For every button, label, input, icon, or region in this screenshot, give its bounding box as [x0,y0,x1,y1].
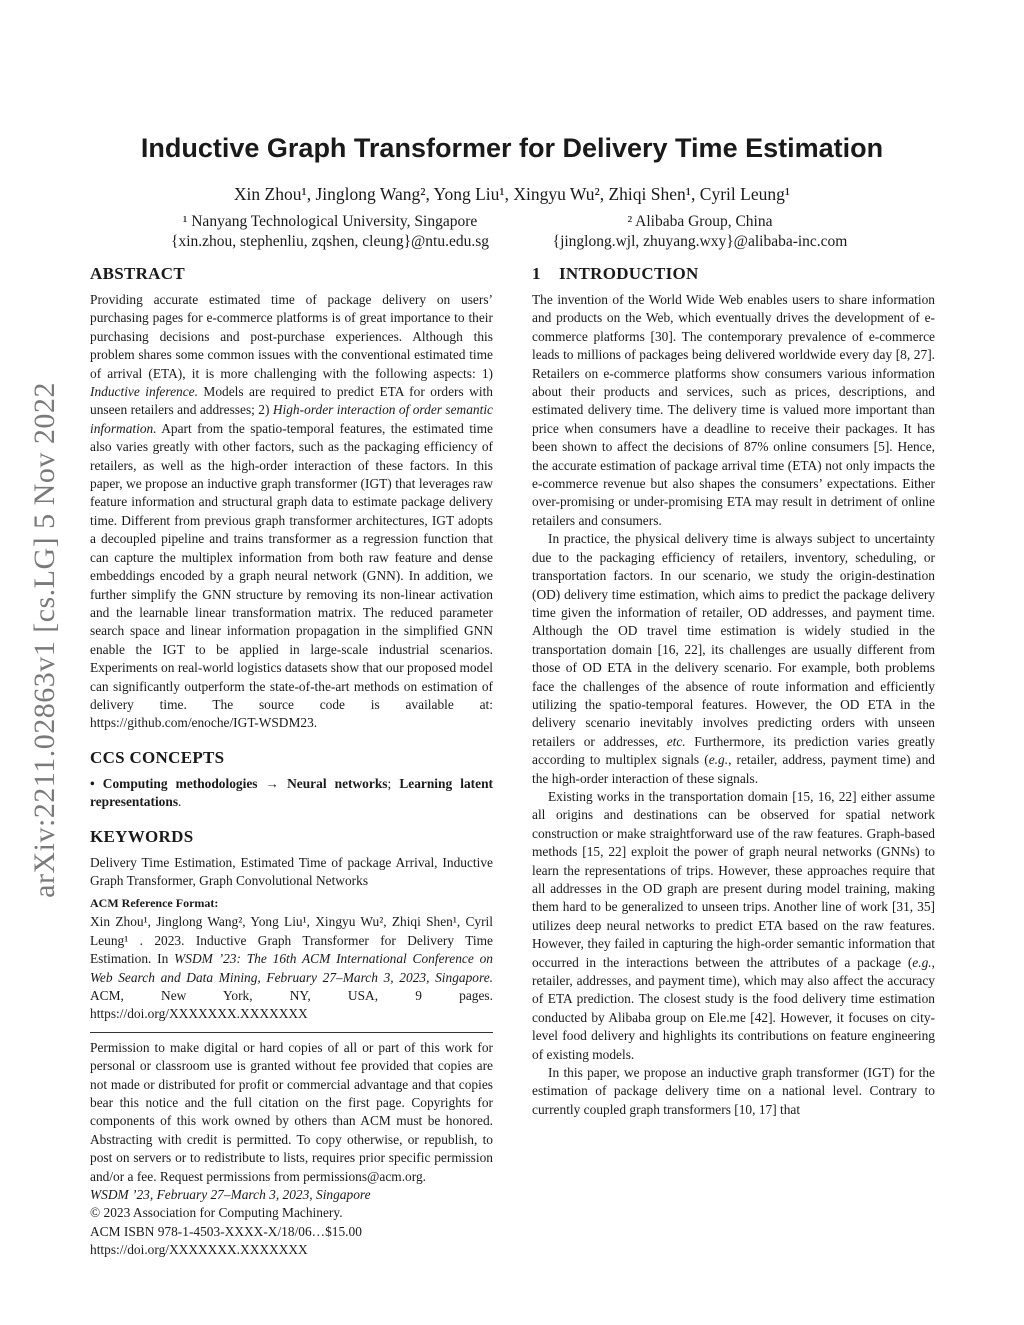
intro-paragraph-1: The invention of the World Wide Web enables users to share information and products on the Web, which eventually drives the development of e-commerce platforms [30]. The contemporary prevalence of e-commerce leads to millions of packages being delivered worldwide every day [8, 27]. Retailers on e-commerce platforms show consumers various information about their products and services, such as prices, descriptions, and estimated delivery time. The delivery time is valued more important than price when consumers have a deadline to receive their packages. It has been shown to affect the decisions of 87% online consumers [5]. Hence, the accurate estimation of package arrival time (ETA) not only impacts the e-commerce revenue but also shapes the consumers’ expectations. Either over-promising or under-promising ETA may result in detriment of online retailers and consumers. [532,292,935,528]
intro-paragraph-2: In practice, the physical delivery time is always subject to uncertainty due to the packaging efficiency of retailers, inventory, scheduling, or transportation factors. In our scenario, we study the origin-destination (OD) delivery time estimation, which aims to predict the package delivery time given the information of retailer, OD addresses, and payment time. Although the OD travel time estimation is widely studied in the transportation domain [16, 22], its challenges are usually different from those of OD ETA in the delivery scenario. For example, both problems face the challenges of the absence of route information and efficiently utilizing the spatio-temporal features. However, the OD ETA in the delivery scenario inevitably involves predicting orders with unseen retailers or addresses, etc. Furthermore, its prediction varies greatly according to multiplex signals (e.g., retailer, address, payment time) and the high-order interaction of these signals. [532,531,935,786]
ccs-concepts: • Computing methodologies → Neural networks; Learning latent representations. [90,775,493,810]
doi-line: https://doi.org/XXXXXXX.XXXXXXX [90,1242,308,1258]
intro-paragraph-3: Existing works in the transportation domain [15, 16, 22] either assume all origins and destinations can be observed for spatial network construction or make straightforward use of the raw features. Graph-based methods [15, 22] exploit the power of graph neural networks (GNNs) to learn the representations of trips. However, these approaches require that all addresses in the OD graph are present during model training, making them hard to be generalized to unseen trips. Another line of work [31, 35] utilizes deep neural networks to predict ETA based on the raw features. However, they failed in capturing the high-order semantic information that occurred in the interactions between the attributes of a package (e.g., retailer, addresses, and payment time), which may also affect the accuracy of ETA prediction. The closest study is the food delivery time estimation conducted by Alibaba group on Ele.me [42]. However, it focuses on city-level food delivery and highlights its contributions on feature engineering of existing models. [532,788,935,1062]
affiliation-name: ¹ Nanyang Technological University, Singapore [182,213,478,230]
affiliation-emails: {xin.zhou, stephenliu, zqshen, cleung}@ntu.edu.sg [171,233,489,250]
abstract-text: Providing accurate estimated time of package delivery on users’ purchasing pages for e-commerce platforms is of great importance to their purchasing decisions and post-purchase experiences. Although this problem shares some common issues with the conventional estimated time of arrival (ETA), it is more challenging with the following aspects: 1) Inductive inference. Models are required to predict ETA for orders with unseen retailers and addresses; 2) High-order interaction of order semantic information. Apart from the spatio-temporal features, the estimated time also varies greatly with other factors, such as the packaging efficiency of retailers, as well as the high-order interaction of these factors. In this paper, we propose an inductive graph transformer (IGT) that leverages raw feature information and structural graph data to estimate package delivery time. Different from previous graph transformer architectures, IGT adopts a decoupled pipeline and trains transformer as a regression function that can capture the multiplex information from both raw feature and dense embeddings encoded by a graph neural network (GNN). In addition, we further simplify the GNN structure by removing its non-linear activation and the learnable linear transformation matrix. The reduced parameter search space and linear information propagation in the simplified GNN enable the IGT to be applied in large-scale industrial scenarios. Experiments on real-world logistics datasets show that our proposed model can significantly outperform the state-of-the-art methods on estimation of delivery time. The source code is available at: https://github.com/enoche/IGT-WSDM23. [90,292,493,731]
acm-reference-text: Xin Zhou¹, Jinglong Wang², Yong Liu¹, Xingyu Wu², Zhiqi Shen¹, Cyril Leung¹ . 2023. Inductive Graph Transformer for Delivery Time Estimation. In WSDM ’23: The 16th ACM International Conference on Web Search and Data Mining, February 27–March 3, 2023, Singapore. ACM, New York, NY, USA, 9 pages. https://doi.org/XXXXXXX.XXXXXXX [90,914,493,1022]
intro-paragraph-4: In this paper, we propose an inductive graph transformer (IGT) for the estimation of package delivery time on a national level. Contrary to currently coupled graph transformers [10, 17] that [532,1065,935,1117]
right-column [532,264,935,1119]
affiliation-name: ² Alibaba Group, China [627,213,773,230]
left-column [90,264,493,1260]
arxiv-stamp-text: arXiv:2211.02863v1 [cs.LG] 5 Nov 2022 [28,382,61,898]
copyright-line: © 2023 Association for Computing Machinery. [90,1205,343,1221]
permission-notice: Permission to make digital or hard copies of all or part of this work for personal or classroom use is granted without fee provided that copies are not made or distributed for profit or commercial advantage and that copies bear this notice and the full citation on the first page. Copyrights for components of this work owned by others than ACM must be honored. Abstracting with credit is permitted. To copy otherwise, or republish, to post on servers or to redistribute to lists, requires prior specific permission and/or a fee. Request permissions from permissions@acm.org. [90,1039,493,1184]
footnote-divider [90,1032,493,1033]
ccs-heading: CCS CONCEPTS [90,747,225,767]
introduction-heading: 1 INTRODUCTION [532,264,699,283]
acm-reference-heading: ACM Reference Format: [90,896,219,911]
affiliation-emails: {jinglong.wjl, zhuyang.wxy}@alibaba-inc.com [552,233,848,250]
author-list: Xin Zhou¹, Jinglong Wang², Yong Liu¹, Xingyu Wu², Zhiqi Shen¹, Cyril Leung¹ [233,184,791,204]
affiliation-ntu [140,212,520,252]
conference-line: WSDM ’23, February 27–March 3, 2023, Singapore [90,1187,371,1203]
paper-title: Inductive Graph Transformer for Delivery Time Estimation [140,133,884,163]
abstract-heading: ABSTRACT [90,264,185,283]
keywords-heading: KEYWORDS [90,826,194,846]
arxiv-stamp [20,350,70,930]
keywords-text: Delivery Time Estimation, Estimated Time of package Arrival, Inductive Graph Transformer, Graph Convolutional Networks [90,854,493,888]
affiliation-alibaba [515,212,885,252]
isbn-line: ACM ISBN 978-1-4503-XXXX-X/18/06…$15.00 [90,1223,362,1239]
